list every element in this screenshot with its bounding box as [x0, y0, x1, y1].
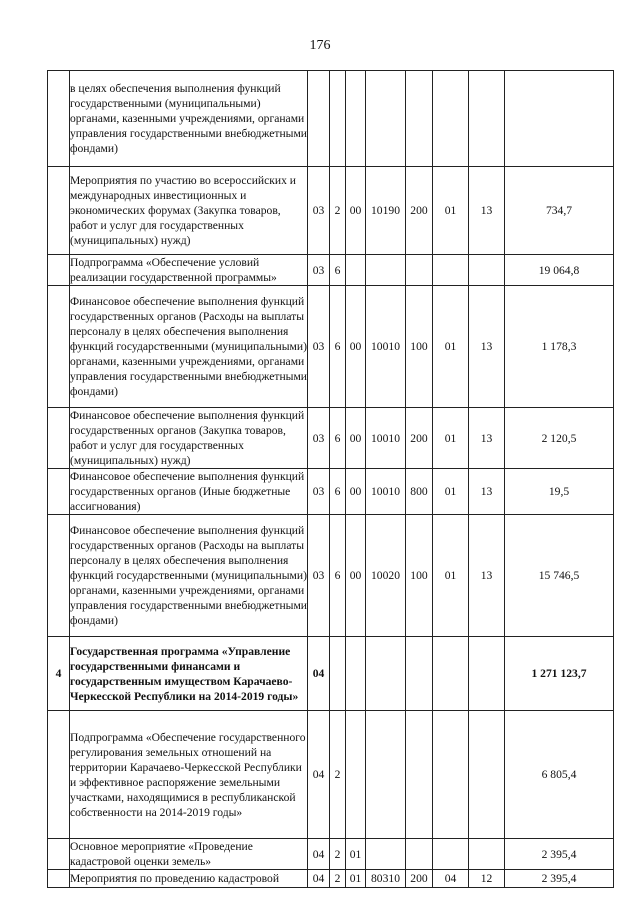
- row-name-cell: Основное мероприятие «Проведение кадастровой оценки земель»: [70, 839, 308, 870]
- amount-cell: 19 064,8: [505, 255, 614, 286]
- row-number-cell: [48, 255, 70, 286]
- program-code-cell: 04: [308, 870, 330, 888]
- row-number-cell: [48, 71, 70, 167]
- row-name-cell: Государственная программа «Управление государственными финансами и государственным имуществом Карачаево-Черкесской Республики на 2014-2019 годы»: [70, 637, 308, 711]
- subsection-code-cell: [469, 637, 505, 711]
- direction-code-cell: [366, 839, 406, 870]
- amount-cell: [505, 71, 614, 167]
- expense-type-code-cell: [406, 255, 433, 286]
- row-name-cell: Мероприятия по участию во всероссийских и международных инвестиционных и экономических форумах (Закупка товаров, работ и услуг для государственных (муниципальных) нужд): [70, 167, 308, 255]
- program-code-cell: 04: [308, 711, 330, 839]
- amount-cell: 734,7: [505, 167, 614, 255]
- program-code-cell: 03: [308, 167, 330, 255]
- main-activity-code-cell: [346, 711, 366, 839]
- direction-code-cell: 10020: [366, 515, 406, 637]
- subprogram-code-cell: 6: [330, 469, 346, 515]
- program-code-cell: 03: [308, 255, 330, 286]
- row-number-cell: [48, 469, 70, 515]
- row-name-cell: Финансовое обеспечение выполнения функций государственных органов (Иные бюджетные ассигнования): [70, 469, 308, 515]
- main-activity-code-cell: 00: [346, 286, 366, 408]
- amount-cell: 6 805,4: [505, 711, 614, 839]
- direction-code-cell: 10010: [366, 286, 406, 408]
- table-row: [48, 286, 614, 408]
- table-row: [48, 255, 614, 286]
- subprogram-code-cell: 6: [330, 286, 346, 408]
- direction-code-cell: 10010: [366, 469, 406, 515]
- table-row: [48, 870, 614, 888]
- row-name-cell: Финансовое обеспечение выполнения функций государственных органов (Расходы на выплаты персоналу в целях обеспечения выполнения функций государственными (муниципальными) органами, казенными учреждениями, органами управления государственными внебюджетными фондами): [70, 515, 308, 637]
- subsection-code-cell: 13: [469, 469, 505, 515]
- table-row: [48, 167, 614, 255]
- program-code-cell: [308, 71, 330, 167]
- expense-type-code-cell: [406, 71, 433, 167]
- main-activity-code-cell: 00: [346, 469, 366, 515]
- row-number-cell: [48, 286, 70, 408]
- expense-type-code-cell: 800: [406, 469, 433, 515]
- main-activity-code-cell: 01: [346, 839, 366, 870]
- section-code-cell: 01: [433, 167, 469, 255]
- amount-cell: 2 395,4: [505, 870, 614, 888]
- subprogram-code-cell: 6: [330, 515, 346, 637]
- main-activity-code-cell: [346, 637, 366, 711]
- subsection-code-cell: [469, 71, 505, 167]
- main-activity-code-cell: 00: [346, 167, 366, 255]
- program-code-cell: 03: [308, 408, 330, 469]
- amount-cell: 1 271 123,7: [505, 637, 614, 711]
- table-body: [48, 71, 614, 888]
- program-code-cell: 03: [308, 515, 330, 637]
- amount-cell: 1 178,3: [505, 286, 614, 408]
- section-code-cell: 01: [433, 469, 469, 515]
- amount-cell: 19,5: [505, 469, 614, 515]
- amount-cell: 15 746,5: [505, 515, 614, 637]
- section-code-cell: [433, 71, 469, 167]
- subsection-code-cell: [469, 711, 505, 839]
- subsection-code-cell: 12: [469, 870, 505, 888]
- expense-type-code-cell: 100: [406, 286, 433, 408]
- direction-code-cell: 10190: [366, 167, 406, 255]
- program-code-cell: 04: [308, 839, 330, 870]
- row-number-cell: [48, 167, 70, 255]
- subprogram-code-cell: 2: [330, 870, 346, 888]
- section-code-cell: 01: [433, 286, 469, 408]
- row-number-cell: 4: [48, 637, 70, 711]
- section-code-cell: 04: [433, 870, 469, 888]
- subprogram-code-cell: 2: [330, 167, 346, 255]
- row-number-cell: [48, 408, 70, 469]
- program-code-cell: 03: [308, 469, 330, 515]
- expense-type-code-cell: 200: [406, 167, 433, 255]
- direction-code-cell: 80310: [366, 870, 406, 888]
- direction-code-cell: [366, 711, 406, 839]
- row-number-cell: [48, 839, 70, 870]
- subsection-code-cell: 13: [469, 408, 505, 469]
- subsection-code-cell: 13: [469, 167, 505, 255]
- subprogram-code-cell: [330, 71, 346, 167]
- expense-type-code-cell: [406, 637, 433, 711]
- direction-code-cell: [366, 637, 406, 711]
- row-name-cell: Подпрограмма «Обеспечение условий реализации государственной программы»: [70, 255, 308, 286]
- table-row: [48, 839, 614, 870]
- table-row: [48, 711, 614, 839]
- budget-table: [47, 70, 614, 888]
- expense-type-code-cell: 200: [406, 408, 433, 469]
- row-name-cell: Финансовое обеспечение выполнения функций государственных органов (Расходы на выплаты персоналу в целях обеспечения выполнения функций государственными (муниципальными) органами, казенными учреждениями, органами управления государственными внебюджетными фондами): [70, 286, 308, 408]
- subprogram-code-cell: 6: [330, 408, 346, 469]
- row-number-cell: [48, 711, 70, 839]
- table-row: [48, 71, 614, 167]
- section-code-cell: [433, 255, 469, 286]
- table-row: [48, 408, 614, 469]
- subprogram-code-cell: 6: [330, 255, 346, 286]
- subprogram-code-cell: 2: [330, 711, 346, 839]
- table-row: [48, 469, 614, 515]
- row-name-cell: в целях обеспечения выполнения функций государственными (муниципальными) органами, казенными учреждениями, органами управления государственными внебюджетными фондами): [70, 71, 308, 167]
- main-activity-code-cell: 00: [346, 408, 366, 469]
- expense-type-code-cell: 100: [406, 515, 433, 637]
- direction-code-cell: [366, 71, 406, 167]
- main-activity-code-cell: 01: [346, 870, 366, 888]
- expense-type-code-cell: 200: [406, 870, 433, 888]
- program-code-cell: 03: [308, 286, 330, 408]
- subprogram-code-cell: 2: [330, 839, 346, 870]
- main-activity-code-cell: [346, 71, 366, 167]
- section-code-cell: 01: [433, 515, 469, 637]
- row-name-cell: Финансовое обеспечение выполнения функций государственных органов (Закупка товаров, работ и услуг для государственных (муниципальных) нужд): [70, 408, 308, 469]
- subprogram-code-cell: [330, 637, 346, 711]
- row-number-cell: [48, 515, 70, 637]
- subsection-code-cell: 13: [469, 286, 505, 408]
- table-row: [48, 637, 614, 711]
- section-code-cell: [433, 711, 469, 839]
- amount-cell: 2 395,4: [505, 839, 614, 870]
- subsection-code-cell: [469, 839, 505, 870]
- program-code-cell: 04: [308, 637, 330, 711]
- section-code-cell: [433, 839, 469, 870]
- expense-type-code-cell: [406, 711, 433, 839]
- subsection-code-cell: 13: [469, 515, 505, 637]
- row-name-cell: Мероприятия по проведению кадастровой: [70, 870, 308, 888]
- direction-code-cell: 10010: [366, 408, 406, 469]
- main-activity-code-cell: [346, 255, 366, 286]
- subsection-code-cell: [469, 255, 505, 286]
- section-code-cell: 01: [433, 408, 469, 469]
- direction-code-cell: [366, 255, 406, 286]
- main-activity-code-cell: 00: [346, 515, 366, 637]
- page-number: 176: [309, 38, 331, 53]
- expense-type-code-cell: [406, 839, 433, 870]
- amount-cell: 2 120,5: [505, 408, 614, 469]
- row-name-cell: Подпрограмма «Обеспечение государственного регулирования земельных отношений на территории Карачаево-Черкесской Республики и эффективное распоряжение земельными участками, находящимися в республиканской собственности на 2014-2019 годы»: [70, 711, 308, 839]
- section-code-cell: [433, 637, 469, 711]
- table-row: [48, 515, 614, 637]
- row-number-cell: [48, 870, 70, 888]
